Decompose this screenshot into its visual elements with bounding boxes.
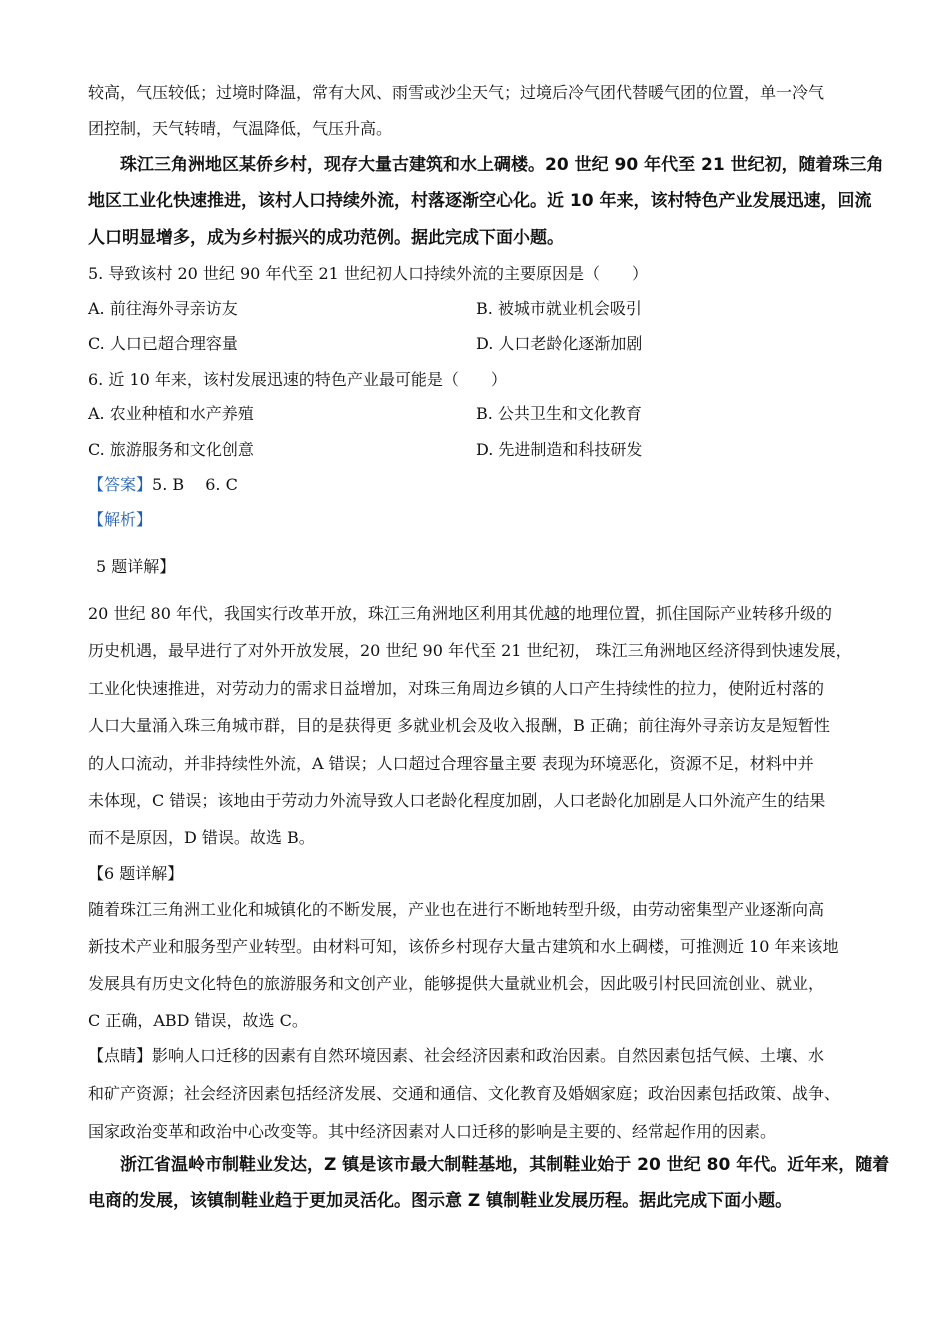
- material-1-line-2: 地区工业化快速推进，该村人口持续外流，村落逐渐空心化。近 10 年来，该村特色产业发展迅速，回流: [88, 191, 872, 211]
- answer-line: [88, 477, 238, 493]
- question-6-option-a: A. 农业种植和水产养殖: [88, 404, 254, 423]
- tip-line-2: 和矿产资源；社会经济因素包括经济发展、交通和通信、文化教育及婚姻家庭；政治因素包括政策、战争、: [88, 1084, 841, 1103]
- answer-label: 【答案】: [88, 475, 153, 494]
- answer-value: 5. B 6. C: [152, 475, 238, 494]
- question-5-stem: 5. 导致该村 20 世纪 90 年代至 21 世纪初人口持续外流的主要原因是（ ）: [88, 264, 648, 283]
- detail-5-line-2: 历史机遇，最早进行了对外开放发展，20 世纪 90 年代至 21 世纪初， 珠江三角洲地区经济得到快速发展，: [88, 641, 852, 660]
- detail-5-line-6: 未体现，C 错误；该地由于劳动力外流导致人口老龄化程度加剧，人口老龄化加剧是人口外流产生的结果: [88, 791, 826, 810]
- detail-5-title: 5 题详解】: [96, 557, 176, 576]
- tip-line-1: 【点睛】影响人口迁移的因素有自然环境因素、社会经济因素和政治因素。自然因素包括气候、土壤、水: [88, 1046, 825, 1065]
- detail-6-line-3: 发展具有历史文化特色的旅游服务和文创产业，能够提供大量就业机会，因此吸引村民回流创业、就业，: [88, 974, 825, 993]
- question-5-option-b: B. 被城市就业机会吸引: [476, 299, 642, 318]
- detail-5-line-3: 工业化快速推进，对劳动力的需求日益增加，对珠三角周边乡镇的人口产生持续性的拉力，使附近村落的: [88, 679, 825, 698]
- question-6-option-c: C. 旅游服务和文化创意: [88, 440, 254, 459]
- material-1-line-1: 珠江三角洲地区某侨乡村，现存大量古建筑和水上碉楼。20 世纪 90 年代至 21 世纪初，随着珠三角: [120, 155, 884, 175]
- detail-6-line-1: 随着珠江三角洲工业化和城镇化的不断发展，产业也在进行不断地转型升级，由劳动密集型产业逐渐向高: [88, 900, 825, 919]
- question-6-option-d: D. 先进制造和科技研发: [476, 440, 643, 459]
- detail-5-line-4: 人口大量涌入珠三角城市群，目的是获得更 多就业机会及收入报酬，B 正确；前往海外寻亲访友是短暂性: [88, 716, 830, 735]
- material-1-line-3: 人口明显增多，成为乡村振兴的成功范例。据此完成下面小题。: [88, 228, 564, 248]
- detail-6-line-4: C 正确，ABD 错误，故选 C。: [88, 1011, 308, 1030]
- detail-5-line-7: 而不是原因，D 错误。故选 B。: [88, 828, 315, 847]
- prev-text-line-1: 较高，气压较低；过境时降温，常有大风、雨雪或沙尘天气；过境后冷气团代替暖气团的位置，单一冷气: [88, 83, 825, 102]
- tip-line-3: 国家政治变革和政治中心改变等。其中经济因素对人口迁移的影响是主要的、经常起作用的因素。: [88, 1122, 777, 1141]
- detail-6-title: 【6 题详解】: [88, 864, 184, 883]
- question-6-stem: 6. 近 10 年来，该村发展迅速的特色产业最可能是（ ）: [88, 370, 507, 389]
- detail-6-line-2: 新技术产业和服务型产业转型。由材料可知，该侨乡村现存大量古建筑和水上碉楼，可推测近 10 年来该地: [88, 937, 839, 956]
- material-2-line-1: 浙江省温岭市制鞋业发达，Z 镇是该市最大制鞋基地，其制鞋业始于 20 世纪 80 年代。近年来，随着: [120, 1155, 890, 1175]
- question-6-option-b: B. 公共卫生和文化教育: [476, 404, 642, 423]
- question-5-option-d: D. 人口老龄化逐渐加剧: [476, 334, 643, 353]
- question-5-option-a: A. 前往海外寻亲访友: [88, 299, 238, 318]
- analysis-label: 【解析】: [88, 510, 153, 529]
- prev-text-line-2: 团控制，天气转晴，气温降低，气压升高。: [88, 119, 393, 138]
- detail-5-line-1: 20 世纪 80 年代，我国实行改革开放，珠江三角洲地区利用其优越的地理位置，抓住国际产业转移升级的: [88, 604, 832, 623]
- detail-5-line-5: 的人口流动，并非持续性外流，A 错误；人口超过合理容量主要 表现为环境恶化，资源不足，材料中并: [88, 754, 814, 773]
- question-5-option-c: C. 人口已超合理容量: [88, 334, 238, 353]
- material-2-line-2: 电商的发展，该镇制鞋业趋于更加灵活化。图示意 Z 镇制鞋业发展历程。据此完成下面小题。: [88, 1191, 793, 1211]
